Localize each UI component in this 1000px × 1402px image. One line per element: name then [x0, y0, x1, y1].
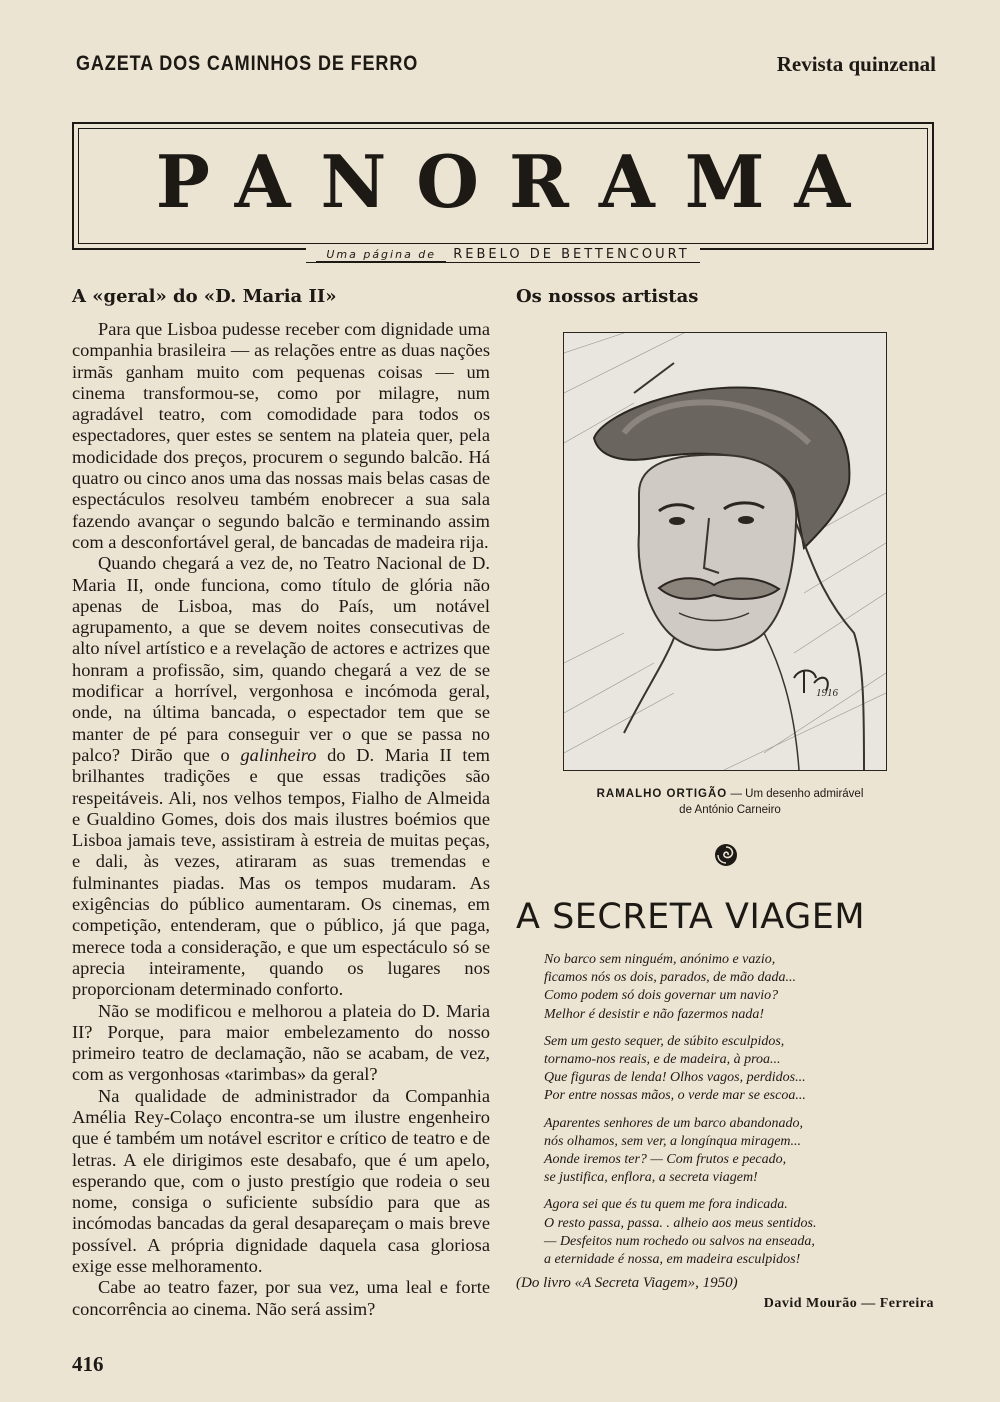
- poem-line: Melhor é desistir e não fazermos nada!: [544, 1006, 765, 1022]
- article-paragraph: Cabe ao teatro fazer, por sua vez, uma leal e forte concorrência ao cinema. Não será assim?: [72, 1277, 490, 1319]
- portrait-signature-date: 1916: [816, 687, 838, 699]
- poem-line: Aparentes senhores de um barco abandonado,: [544, 1115, 803, 1131]
- caption-artist: de António Carneiro: [679, 804, 781, 816]
- panorama-banner: [72, 122, 934, 262]
- portrait-drawing: [563, 332, 887, 771]
- poem-source: [516, 1275, 738, 1292]
- poem-stanza: [544, 1196, 924, 1269]
- article-title: A «geral» do «D. Maria II»: [72, 286, 337, 307]
- caption-name: RAMALHO ORTIGÃO: [596, 788, 728, 800]
- poem-line: Sem um gesto sequer, de súbito esculpidos,: [544, 1033, 785, 1049]
- poem-line: O resto passa, passa. . alheio aos meus sentidos.: [544, 1215, 817, 1231]
- poem-line: nós olhamos, sem ver, a longínqua miragem...: [544, 1133, 802, 1149]
- poem-line: Agora sei que és tu quem me fora indicada.: [544, 1197, 788, 1213]
- poem-line: Aonde iremos ter? — Com frutos e pecado,: [544, 1152, 787, 1168]
- poem-line: No barco sem ninguém, anónimo e vazio,: [544, 952, 776, 967]
- caption-description: — Um desenho admirável: [730, 788, 864, 800]
- poem-source-year: 1950): [702, 1275, 738, 1291]
- spiral-ornament-icon: [713, 842, 739, 868]
- article-body: [72, 319, 490, 1320]
- portrait-caption: [560, 786, 900, 818]
- poem-line: Por entre nossas mãos, o verde mar se escoa...: [544, 1088, 806, 1104]
- article-paragraph: Para que Lisboa pudesse receber com dignidade uma companhia brasileira — as relações entre as duas nações irmãs ganham muito com pequenas coisas — um cinema transformou-se, como por milagre, num agradável teatro, com comodidade para todos os espectadores, quer estes se sentem na plateia quer, pela modicidade dos preços, procurem o segundo balcão. Há quatro ou cinco anos uma das nossas mais belas casas de espectáculos resolveu também enobrecer a sua sala fazendo avançar o segundo balcão e terminando assim com a desconfortável geral, de bancadas de madeira rija.: [72, 319, 490, 552]
- poem-line: se justifica, enflora, a secreta viagem!: [544, 1170, 758, 1186]
- poem-stanza: [544, 1033, 924, 1106]
- poem-line: tornamo-nos reais, e de madeira, à proa...: [544, 1052, 781, 1068]
- emphasized-word: galinheiro: [240, 744, 317, 765]
- portrait-sketch-illustration: [564, 333, 886, 770]
- poem-stanza: [544, 1115, 924, 1188]
- poem-stanza: [544, 951, 924, 1024]
- banner-subtitle: [74, 243, 932, 262]
- poem-line: a eternidade é nossa, em madeira esculpidos!: [544, 1252, 801, 1268]
- article-paragraph: Não se modificou e melhorou a plateia do D. Maria II? Porque, para maior embelezamento do nosso primeiro teatro de declamação, não se acabam, de vez, com as vergonhosas «tarimbas» da geral?: [72, 1000, 490, 1085]
- article-paragraph: Na qualidade de administrador da Companhia Amélia Rey-Colaço encontra-se um ilustre engenheiro que é também um notável escritor e crítico de teatro e de letras. A ele dirigimos este desabafo, que é um apelo, esperando que, com o justo prestígio que rodeia o seu nome, consiga o suficiente subsídio para que as incómodas bancadas da geral desapareçam o mais breve possível. A própria dignidade daquela casa gloriosa exige esse melhoramento.: [72, 1085, 490, 1277]
- article-paragraph: Quando chegará a vez de, no Teatro Nacional de D. Maria II, onde funciona, como título de glória não apenas de Lisboa, mas do País, um notável agrupamento, a que se devem noites consecutivas de alto nível artístico e a revelação de actores e actrizes que honram a profissão, sim, quando chegará a vez de se modificar a horrível, vergonhosa e incómoda geral, onde, na última bancada, o espectador tem que se manter de pé para conseguir ver o que se passa no palco? Dirão que o galinheiro do D. Maria II tem brilhantes tradições e que essas tradições são respeitáveis. Ali, nos velhos tempos, Fialho de Almeida e Gualdino Gomes, dois dos mais ilustres boémios que Lisboa jamais teve, assistiram à estreia de muitas peças, e dali, às vezes, atiraram as suas tremendas e fulminantes piadas. Mas os tempos mudaram. As exigências do público aumentaram. Os cinemas, em competição, entenderam, que o público, já que paga, merece toda a consideração, e que um espectáculo só se aprecia inteiramente, quando os lugares nos proporcionam determinado conforto.: [72, 553, 490, 1000]
- article-column: [72, 286, 490, 1320]
- poem-source-prefix: (Do livro «A Secreta Viagem»,: [516, 1275, 699, 1291]
- page-number: 416: [72, 1352, 104, 1376]
- artists-column: [516, 286, 936, 307]
- banner-subtitle-author: REBELO DE BETTENCOURT: [453, 247, 690, 262]
- banner-title: PANORAMA: [155, 139, 881, 224]
- poem-line: ficamos nós os dois, parados, de mão dada...: [544, 970, 797, 986]
- running-header-right: Revista quinzenal: [776, 52, 936, 76]
- poem-author: David Mourão — Ferreira: [763, 1296, 934, 1311]
- poem-line: — Desfeitos num rochedo ou salvos na enseada,: [544, 1233, 815, 1249]
- artists-section-title: Os nossos artistas: [516, 286, 699, 307]
- poem-title: A SECRETA VIAGEM: [516, 897, 866, 937]
- banner-subtitle-prefix: Uma página de: [316, 248, 446, 262]
- poem-line: Como podem só dois governar um navio?: [544, 988, 779, 1004]
- poem-body: [544, 951, 924, 1278]
- poem-line: Que figuras de lenda! Olhos vagos, perdidos...: [544, 1070, 806, 1086]
- running-header-left: GAZETA DOS CAMINHOS DE FERRO: [76, 52, 419, 75]
